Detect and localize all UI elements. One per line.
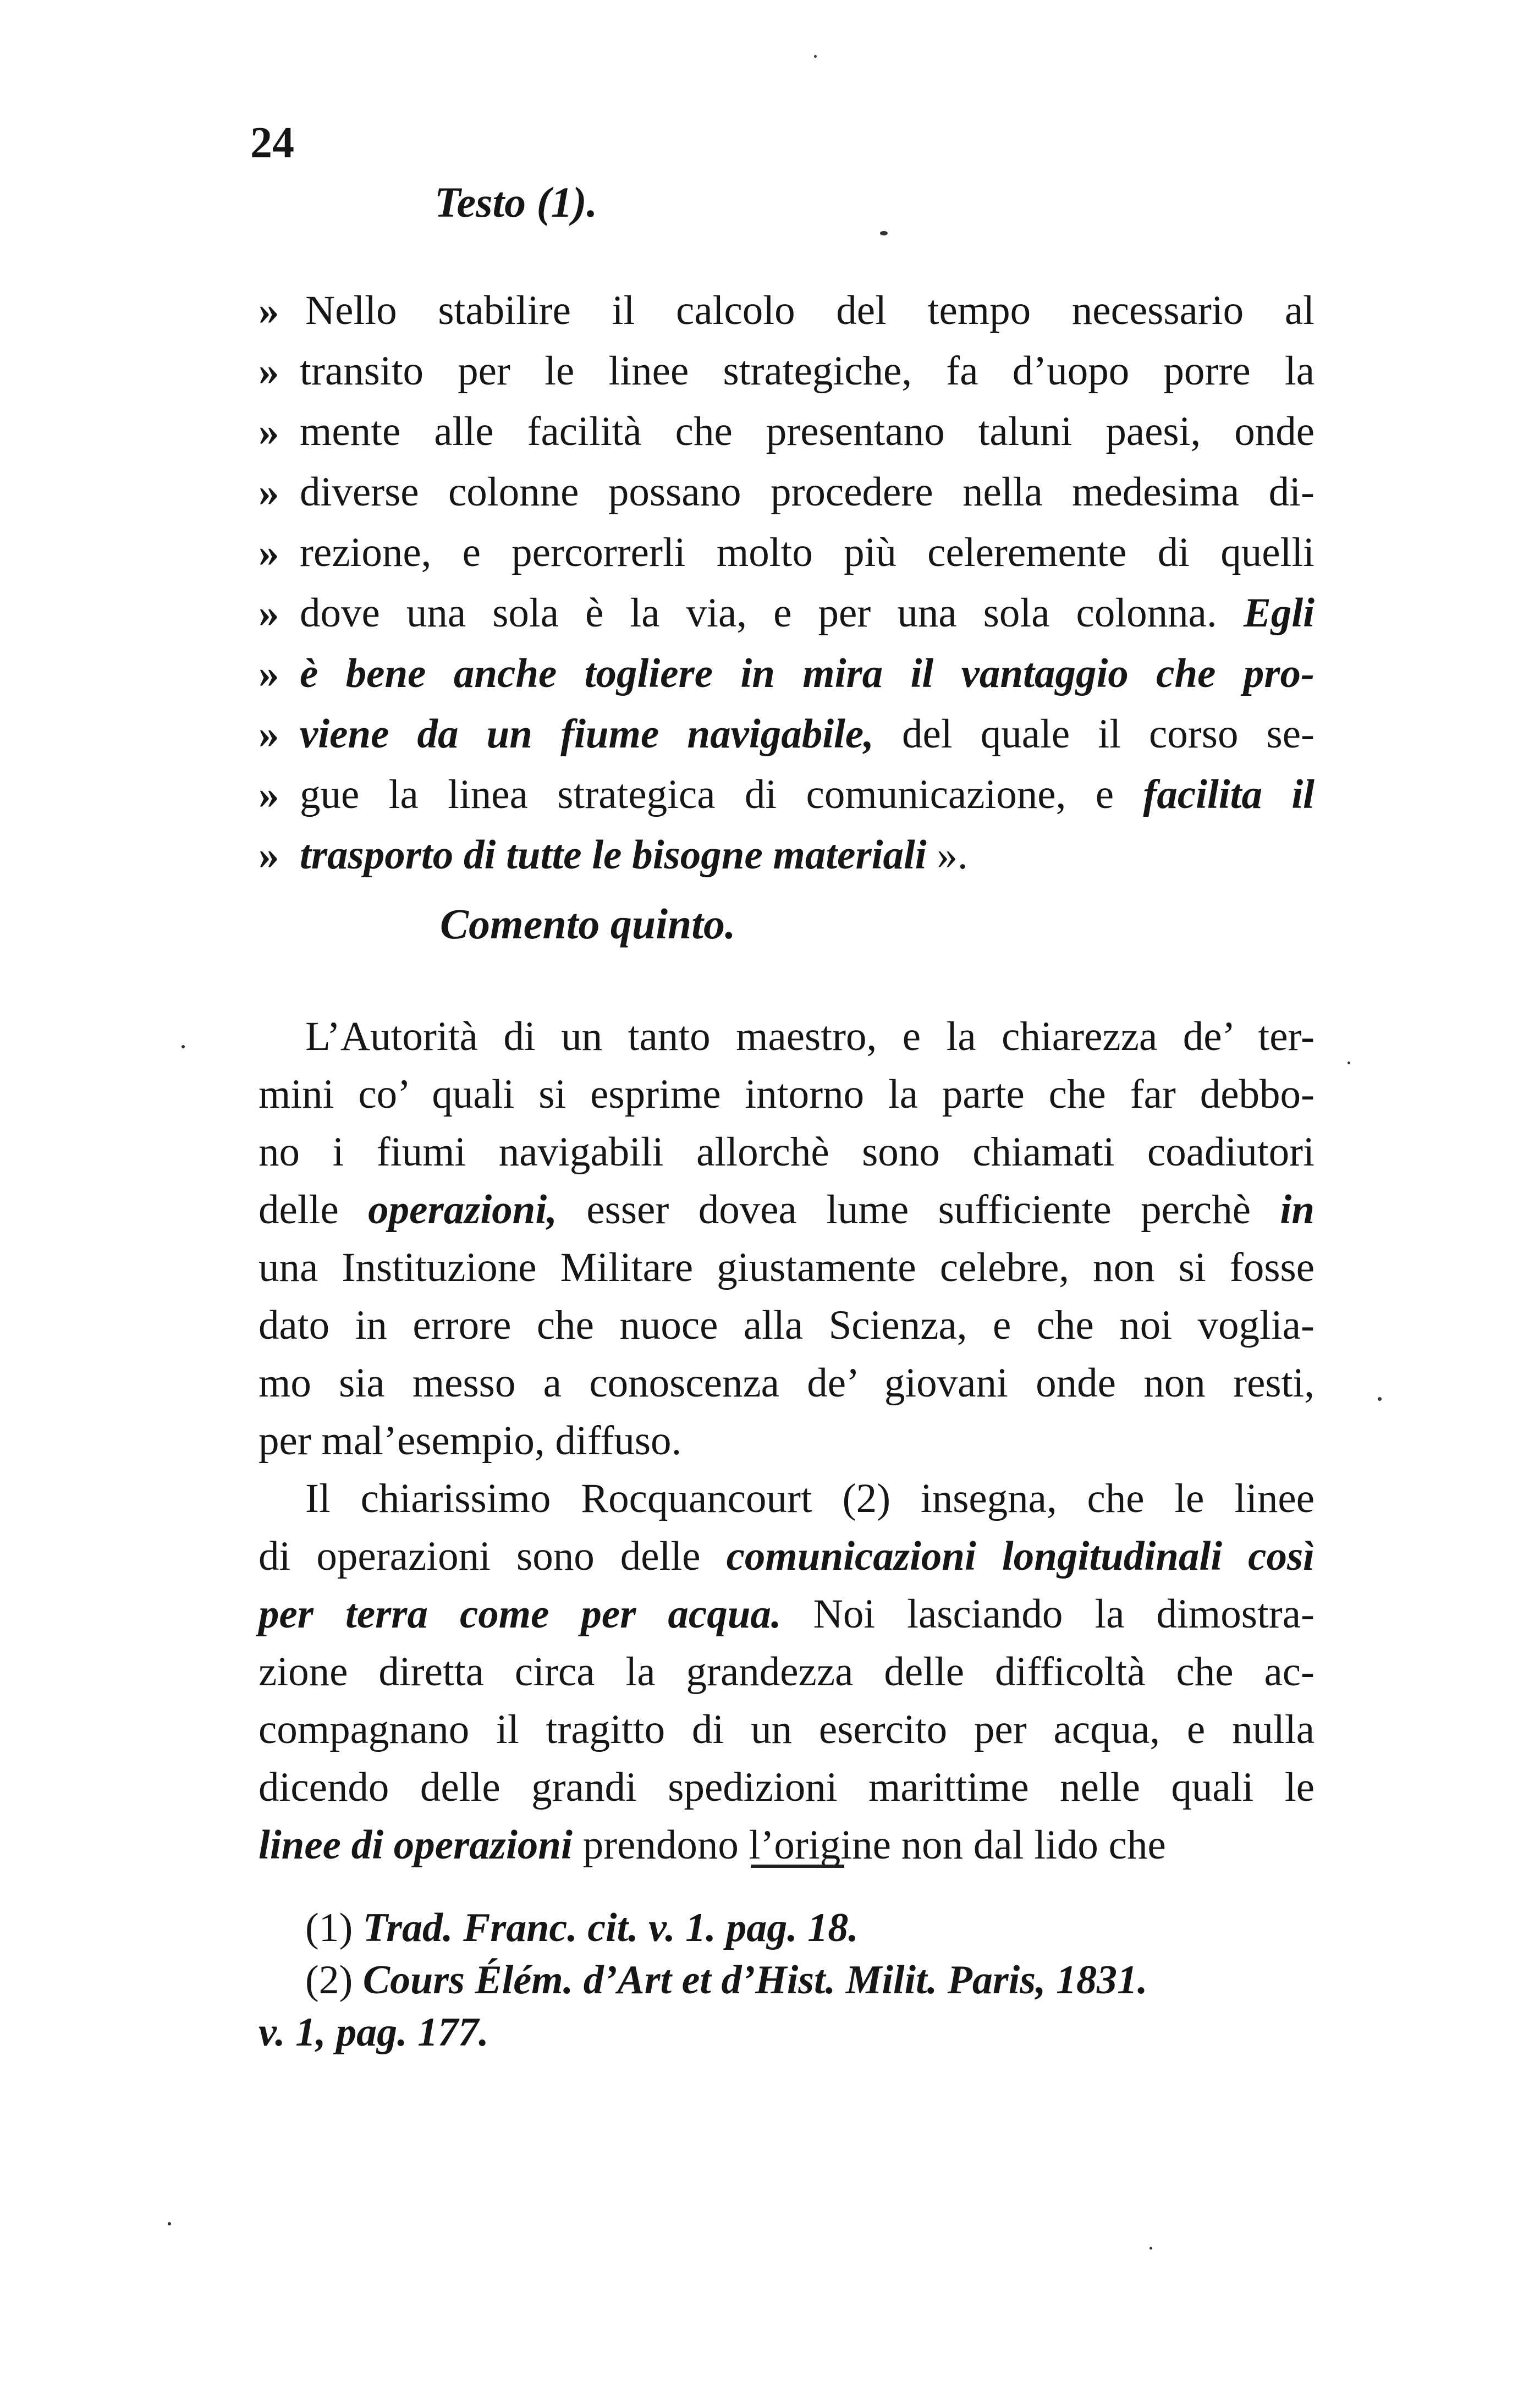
body-roman: mo sia messo a conoscenza de’ giovani onde non resti, [258, 1360, 1314, 1406]
body-roman: Noi lasciando la dimostra- [781, 1591, 1314, 1637]
quote-roman: Nello stabilire il calcolo del tempo necessario al [305, 288, 1314, 333]
quote-text [300, 523, 1314, 583]
quote-text [300, 402, 1314, 462]
quote-roman: dove una sola è la via, e per una sola colonna. [300, 590, 1217, 636]
quote-roman: mente alle facilità che presentano taluni paesi, onde [300, 409, 1314, 454]
quote-mark: » [258, 348, 279, 394]
body-roman: dicendo delle grandi spedizioni marittime nelle quali le [258, 1764, 1314, 1810]
body-italic: per terra come per acqua. [258, 1591, 782, 1637]
quote-italic: Egli [1243, 590, 1315, 636]
body-roman: esser dovea lume sufficiente perchè [557, 1187, 1280, 1233]
paper-speck [182, 1045, 185, 1048]
body-roman: una Instituzione Militare giustamente celebre, non si fosse [258, 1245, 1314, 1290]
body-roman: dato in errore che nuoce alla Scienza, e che noi voglia- [258, 1302, 1314, 1348]
body-italic: operazioni, [368, 1187, 557, 1233]
body-roman: mini co’ quali si esprime intorno la parte che far debbo- [258, 1071, 1314, 1117]
page-number: 24 [250, 119, 294, 167]
footnote-text [258, 2002, 1312, 2063]
body-text [258, 1642, 1314, 1702]
footnote-italic: Cours Élém. d’Art et d’Hist. Milit. Paris, 1831. [362, 1958, 1148, 2003]
paper-speck [1150, 2247, 1152, 2250]
body-text [258, 1295, 1314, 1356]
body-text [258, 1353, 1314, 1414]
quote-roman: gue la linea strategica di comunicazione, e [300, 772, 1114, 817]
body-text [305, 1469, 1314, 1529]
quote-text [300, 765, 1314, 825]
quote-roman: transito per le linee strategiche, fa d’uopo porre la [300, 348, 1314, 394]
quote-mark: » [258, 409, 279, 454]
quote-text [300, 825, 1314, 886]
body-roman: no i fiumi navigabili allorchè sono chiamati coadiutori [258, 1129, 1314, 1175]
footnote-text [305, 1950, 1312, 2010]
quote-mark: » [258, 288, 279, 333]
body-roman: prendono l’origine non dal lido che [572, 1822, 1166, 1868]
quote-text [300, 644, 1314, 704]
quote-mark: » [258, 772, 279, 817]
body-text [258, 1757, 1314, 1818]
quote-italic: viene da un fiume navigabile, [300, 711, 874, 757]
quote-text [300, 704, 1314, 765]
body-text [258, 1411, 1314, 1471]
footnote-roman: (2) [305, 1958, 363, 2003]
body-roman: L’Autorità di un tanto maestro, e la chiarezza de’ ter- [305, 1014, 1314, 1059]
paper-speck [814, 55, 817, 58]
body-roman: delle [258, 1187, 369, 1233]
section-heading-testo: Testo (1). [435, 178, 598, 226]
footnote-roman: (1) [305, 1905, 363, 1950]
section-heading-comento: Comento quinto. [440, 900, 736, 948]
body-roman: per mal’esempio, diffuso. [258, 1418, 682, 1464]
footnote-italic: Trad. Franc. cit. v. 1. pag. 18. [362, 1905, 859, 1950]
body-italic: comunicazioni longitudinali così [726, 1533, 1314, 1579]
quote-mark: » [258, 711, 279, 757]
quote-mark: » [258, 530, 279, 575]
body-text [258, 1064, 1314, 1125]
quote-mark: » [258, 651, 279, 696]
quote-italic: è bene anche togliere in mira il vantaggio che pro- [300, 651, 1314, 696]
quote-italic: facilita il [1143, 772, 1314, 817]
quote-text [305, 281, 1314, 341]
body-text [258, 1584, 1314, 1645]
body-italic: linee di operazioni [258, 1822, 573, 1868]
paper-speck [168, 2222, 171, 2225]
body-text [258, 1526, 1314, 1587]
quote-text [300, 583, 1314, 644]
quote-roman: diverse colonne possano procedere nella medesima di- [300, 469, 1314, 515]
quote-roman: del quale il corso se- [902, 711, 1315, 757]
body-text [258, 1122, 1314, 1183]
quote-mark: » [258, 590, 279, 636]
body-text [305, 1007, 1314, 1067]
footnote-separator [751, 1865, 844, 1868]
quote-roman: rezione, e percorrerli molto più celeremente di quelli [300, 530, 1314, 575]
quote-mark: » [258, 469, 279, 515]
quote-text [300, 462, 1314, 523]
body-italic: in [1280, 1187, 1314, 1233]
body-roman: compagnano il tragitto di un esercito per acqua, e nulla [258, 1707, 1314, 1752]
paper-speck [1378, 1397, 1382, 1401]
quote-italic: trasporto di tutte le bisogne materiali [300, 832, 927, 878]
quote-text [300, 341, 1314, 402]
body-roman: Il chiarissimo Rocquancourt (2) insegna, che le linee [305, 1476, 1314, 1521]
paper-speck [1348, 1062, 1350, 1064]
body-text [258, 1700, 1314, 1760]
body-text [258, 1238, 1314, 1298]
quote-roman: ». [937, 832, 968, 878]
quote-mark: » [258, 832, 279, 878]
body-text [258, 1180, 1314, 1240]
footnote-text [305, 1898, 1312, 1958]
paper-speck [880, 231, 888, 235]
body-roman: di operazioni sono delle [258, 1533, 727, 1579]
footnote-italic: v. 1, pag. 177. [258, 2010, 489, 2055]
body-roman: zione diretta circa la grandezza delle difficoltà che ac- [258, 1649, 1314, 1695]
